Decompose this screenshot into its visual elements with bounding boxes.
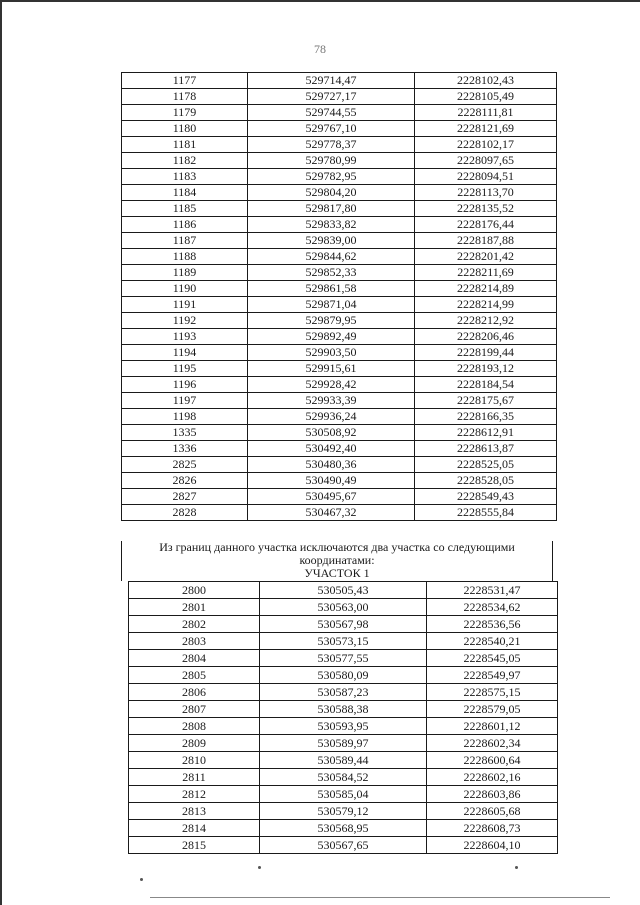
- y-coordinate-cell: 2228111,81: [415, 105, 557, 121]
- table-row: [122, 137, 557, 153]
- y-coordinate-cell: 2228206,46: [415, 329, 557, 345]
- point-number-cell: 1193: [122, 329, 248, 345]
- table-row: [129, 752, 558, 769]
- table-row: [122, 249, 557, 265]
- x-coordinate-cell: 529833,82: [248, 217, 415, 233]
- table-row: [122, 361, 557, 377]
- x-coordinate-cell: 530480,36: [248, 457, 415, 473]
- y-coordinate-cell: 2228201,42: [415, 249, 557, 265]
- y-coordinate-cell: 2228187,88: [415, 233, 557, 249]
- x-coordinate-cell: 530584,52: [260, 769, 427, 786]
- point-number-cell: 1194: [122, 345, 248, 361]
- table-row: [129, 786, 558, 803]
- point-number-cell: 2825: [122, 457, 248, 473]
- point-number-cell: 2815: [129, 837, 260, 854]
- point-number-cell: 2808: [129, 718, 260, 735]
- scan-border-top: [0, 0, 640, 2]
- exclusion-note: [121, 541, 553, 581]
- y-coordinate-cell: 2228214,89: [415, 281, 557, 297]
- scan-speck: [258, 866, 261, 869]
- x-coordinate-cell: 529933,39: [248, 393, 415, 409]
- x-coordinate-cell: 529892,49: [248, 329, 415, 345]
- point-number-cell: 2810: [129, 752, 260, 769]
- point-number-cell: 1197: [122, 393, 248, 409]
- x-coordinate-cell: 530567,65: [260, 837, 427, 854]
- y-coordinate-cell: 2228176,44: [415, 217, 557, 233]
- table-row: [129, 684, 558, 701]
- table-row: [129, 667, 558, 684]
- point-number-cell: 2814: [129, 820, 260, 837]
- x-coordinate-cell: 529804,20: [248, 185, 415, 201]
- y-coordinate-cell: 2228555,84: [415, 505, 557, 521]
- table-row: [122, 233, 557, 249]
- table-row: [122, 201, 557, 217]
- table-row: [122, 281, 557, 297]
- exclusion-note-line2: координатами:: [299, 553, 375, 567]
- y-coordinate-cell: 2228525,05: [415, 457, 557, 473]
- point-number-cell: 1180: [122, 121, 248, 137]
- y-coordinate-cell: 2228536,56: [427, 616, 558, 633]
- y-coordinate-cell: 2228528,05: [415, 473, 557, 489]
- coordinates-table-plot-1: [128, 581, 558, 854]
- y-coordinate-cell: 2228135,52: [415, 201, 557, 217]
- y-coordinate-cell: 2228094,51: [415, 169, 557, 185]
- table-row: [129, 582, 558, 599]
- table-row: [122, 185, 557, 201]
- x-coordinate-cell: 529871,04: [248, 297, 415, 313]
- point-number-cell: 1182: [122, 153, 248, 169]
- table-row: [129, 701, 558, 718]
- y-coordinate-cell: 2228102,17: [415, 137, 557, 153]
- point-number-cell: 1189: [122, 265, 248, 281]
- page-bottom-edge: [150, 897, 610, 898]
- table-row: [122, 505, 557, 521]
- x-coordinate-cell: 529727,17: [248, 89, 415, 105]
- table-row: [122, 169, 557, 185]
- y-coordinate-cell: 2228102,43: [415, 73, 557, 89]
- table-row: [129, 599, 558, 616]
- point-number-cell: 2805: [129, 667, 260, 684]
- x-coordinate-cell: 530579,12: [260, 803, 427, 820]
- table-row: [122, 297, 557, 313]
- x-coordinate-cell: 529915,61: [248, 361, 415, 377]
- y-coordinate-cell: 2228612,91: [415, 425, 557, 441]
- point-number-cell: 1191: [122, 297, 248, 313]
- table-row: [122, 457, 557, 473]
- point-number-cell: 1336: [122, 441, 248, 457]
- table-row: [122, 425, 557, 441]
- y-coordinate-cell: 2228549,43: [415, 489, 557, 505]
- exclusion-note-line1: Из границ данного участка исключаются два участка со следующими: [159, 540, 515, 554]
- point-number-cell: 2801: [129, 599, 260, 616]
- point-number-cell: 2806: [129, 684, 260, 701]
- y-coordinate-cell: 2228121,69: [415, 121, 557, 137]
- x-coordinate-cell: 529861,58: [248, 281, 415, 297]
- x-coordinate-cell: 530589,97: [260, 735, 427, 752]
- point-number-cell: 2804: [129, 650, 260, 667]
- x-coordinate-cell: 529903,50: [248, 345, 415, 361]
- y-coordinate-cell: 2228608,73: [427, 820, 558, 837]
- point-number-cell: 1335: [122, 425, 248, 441]
- x-coordinate-cell: 530585,04: [260, 786, 427, 803]
- point-number-cell: 2826: [122, 473, 248, 489]
- scan-speck: [140, 878, 143, 881]
- table-row: [129, 803, 558, 820]
- x-coordinate-cell: 530467,32: [248, 505, 415, 521]
- point-number-cell: 1192: [122, 313, 248, 329]
- x-coordinate-cell: 530492,40: [248, 441, 415, 457]
- point-number-cell: 1196: [122, 377, 248, 393]
- y-coordinate-cell: 2228193,12: [415, 361, 557, 377]
- y-coordinate-cell: 2228602,16: [427, 769, 558, 786]
- y-coordinate-cell: 2228604,10: [427, 837, 558, 854]
- point-number-cell: 1187: [122, 233, 248, 249]
- x-coordinate-cell: 530589,44: [260, 752, 427, 769]
- point-number-cell: 2813: [129, 803, 260, 820]
- x-coordinate-cell: 530563,00: [260, 599, 427, 616]
- x-coordinate-cell: 530587,23: [260, 684, 427, 701]
- x-coordinate-cell: 529936,24: [248, 409, 415, 425]
- table-row: [122, 105, 557, 121]
- table-row: [129, 837, 558, 854]
- point-number-cell: 2811: [129, 769, 260, 786]
- y-coordinate-cell: 2228602,34: [427, 735, 558, 752]
- y-coordinate-cell: 2228214,99: [415, 297, 557, 313]
- table-row: [122, 377, 557, 393]
- point-number-cell: 2812: [129, 786, 260, 803]
- table-row: [122, 489, 557, 505]
- table-row: [122, 265, 557, 281]
- y-coordinate-cell: 2228534,62: [427, 599, 558, 616]
- table-row: [129, 718, 558, 735]
- point-number-cell: 2802: [129, 616, 260, 633]
- point-number-cell: 1183: [122, 169, 248, 185]
- page-number: 78: [314, 42, 326, 56]
- point-number-cell: 1181: [122, 137, 248, 153]
- scan-speck: [515, 866, 518, 869]
- y-coordinate-cell: 2228603,86: [427, 786, 558, 803]
- x-coordinate-cell: 530490,49: [248, 473, 415, 489]
- table-row: [122, 329, 557, 345]
- table-row: [122, 217, 557, 233]
- point-number-cell: 1188: [122, 249, 248, 265]
- y-coordinate-cell: 2228600,64: [427, 752, 558, 769]
- y-coordinate-cell: 2228613,87: [415, 441, 557, 457]
- point-number-cell: 1198: [122, 409, 248, 425]
- x-coordinate-cell: 530505,43: [260, 582, 427, 599]
- x-coordinate-cell: 529767,10: [248, 121, 415, 137]
- y-coordinate-cell: 2228184,54: [415, 377, 557, 393]
- x-coordinate-cell: 530580,09: [260, 667, 427, 684]
- y-coordinate-cell: 2228212,92: [415, 313, 557, 329]
- x-coordinate-cell: 530567,98: [260, 616, 427, 633]
- x-coordinate-cell: 529844,62: [248, 249, 415, 265]
- table-row: [122, 89, 557, 105]
- point-number-cell: 1186: [122, 217, 248, 233]
- x-coordinate-cell: 530568,95: [260, 820, 427, 837]
- y-coordinate-cell: 2228113,70: [415, 185, 557, 201]
- coordinates-table-main-body: [122, 73, 557, 521]
- scan-border-left: [0, 0, 2, 905]
- table-row: [129, 735, 558, 752]
- point-number-cell: 1177: [122, 73, 248, 89]
- point-number-cell: 2828: [122, 505, 248, 521]
- point-number-cell: 1190: [122, 281, 248, 297]
- table-row: [122, 409, 557, 425]
- table-row: [122, 393, 557, 409]
- x-coordinate-cell: 530573,15: [260, 633, 427, 650]
- x-coordinate-cell: 529839,00: [248, 233, 415, 249]
- table-row: [122, 345, 557, 361]
- x-coordinate-cell: 530508,92: [248, 425, 415, 441]
- y-coordinate-cell: 2228545,05: [427, 650, 558, 667]
- x-coordinate-cell: 529928,42: [248, 377, 415, 393]
- section-heading-plot-1: УЧАСТОК 1: [304, 566, 370, 580]
- y-coordinate-cell: 2228166,35: [415, 409, 557, 425]
- point-number-cell: 1184: [122, 185, 248, 201]
- y-coordinate-cell: 2228175,67: [415, 393, 557, 409]
- table-row: [129, 616, 558, 633]
- y-coordinate-cell: 2228605,68: [427, 803, 558, 820]
- point-number-cell: 2803: [129, 633, 260, 650]
- coordinates-table-main: [121, 72, 557, 521]
- x-coordinate-cell: 529879,95: [248, 313, 415, 329]
- point-number-cell: 2807: [129, 701, 260, 718]
- x-coordinate-cell: 530593,95: [260, 718, 427, 735]
- x-coordinate-cell: 530495,67: [248, 489, 415, 505]
- table-row: [122, 121, 557, 137]
- table-row: [122, 153, 557, 169]
- table-row: [129, 769, 558, 786]
- point-number-cell: 2827: [122, 489, 248, 505]
- point-number-cell: 2809: [129, 735, 260, 752]
- y-coordinate-cell: 2228211,69: [415, 265, 557, 281]
- x-coordinate-cell: 529778,37: [248, 137, 415, 153]
- y-coordinate-cell: 2228575,15: [427, 684, 558, 701]
- x-coordinate-cell: 529817,80: [248, 201, 415, 217]
- table-row: [122, 473, 557, 489]
- coordinates-table-plot-1-body: [129, 582, 558, 854]
- table-row: [122, 441, 557, 457]
- y-coordinate-cell: 2228105,49: [415, 89, 557, 105]
- y-coordinate-cell: 2228199,44: [415, 345, 557, 361]
- x-coordinate-cell: 529780,99: [248, 153, 415, 169]
- y-coordinate-cell: 2228097,65: [415, 153, 557, 169]
- table-row: [129, 633, 558, 650]
- y-coordinate-cell: 2228579,05: [427, 701, 558, 718]
- table-row: [129, 820, 558, 837]
- y-coordinate-cell: 2228540,21: [427, 633, 558, 650]
- table-row: [122, 73, 557, 89]
- table-row: [122, 313, 557, 329]
- x-coordinate-cell: 529744,55: [248, 105, 415, 121]
- point-number-cell: 1185: [122, 201, 248, 217]
- table-row: [129, 650, 558, 667]
- point-number-cell: 1179: [122, 105, 248, 121]
- point-number-cell: 1178: [122, 89, 248, 105]
- point-number-cell: 2800: [129, 582, 260, 599]
- y-coordinate-cell: 2228549,97: [427, 667, 558, 684]
- x-coordinate-cell: 529852,33: [248, 265, 415, 281]
- y-coordinate-cell: 2228601,12: [427, 718, 558, 735]
- x-coordinate-cell: 530588,38: [260, 701, 427, 718]
- x-coordinate-cell: 529782,95: [248, 169, 415, 185]
- x-coordinate-cell: 530577,55: [260, 650, 427, 667]
- x-coordinate-cell: 529714,47: [248, 73, 415, 89]
- point-number-cell: 1195: [122, 361, 248, 377]
- y-coordinate-cell: 2228531,47: [427, 582, 558, 599]
